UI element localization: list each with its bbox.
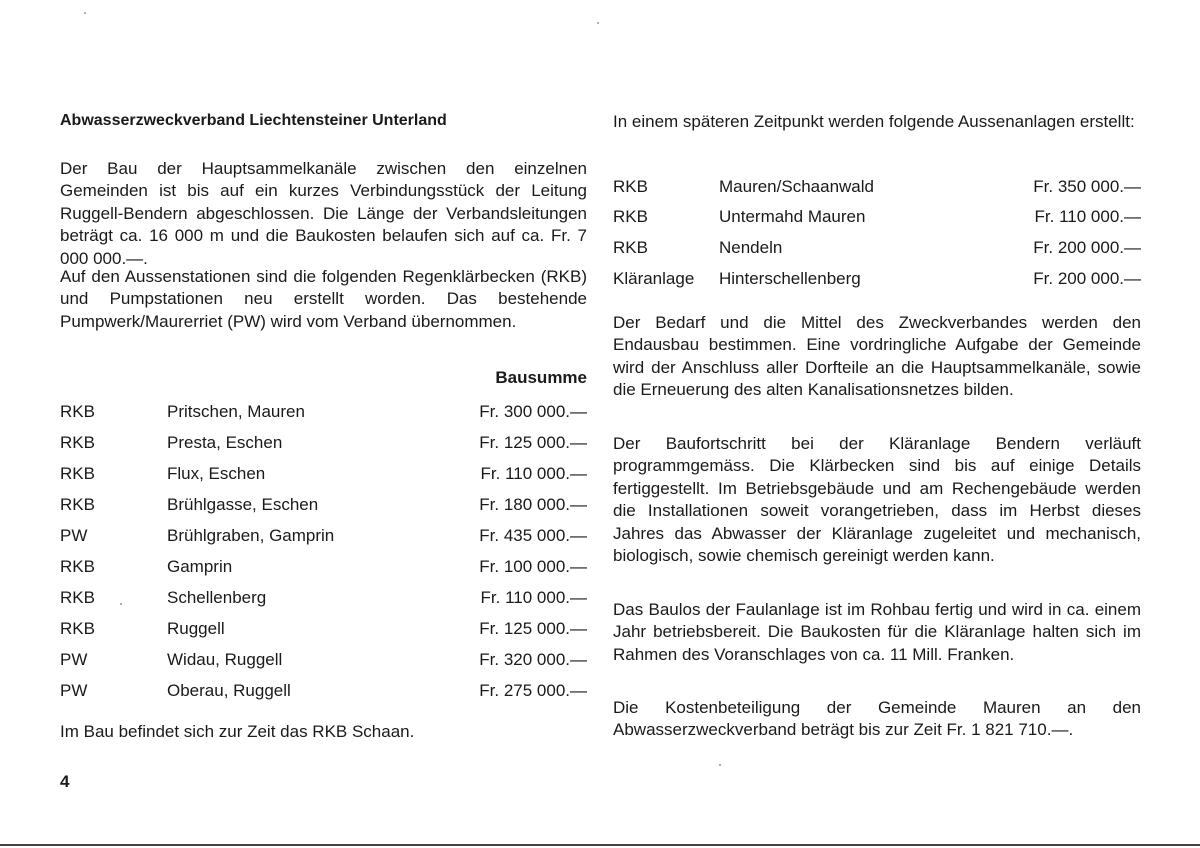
station-type: PW [60,526,88,545]
station-amount: Fr. 200 000.— [1033,238,1141,257]
station-amount: Fr. 300 000.— [479,402,587,421]
station-location: Pritschen, Mauren [167,402,305,421]
station-amount: Fr. 200 000.— [1033,269,1141,288]
table-row [60,493,587,517]
table-row [613,205,1141,229]
station-amount: Fr. 110 000.— [1034,207,1141,226]
station-type: PW [60,650,88,669]
station-location: Nendeln [719,238,783,257]
station-location: Gamprin [167,557,233,576]
table-row [60,648,587,672]
scan-speck [719,764,721,766]
progress-paragraph: Der Baufortschritt bei der Kläranlage Bendern verläuft programmgemäss. Die Klärbecken sind bis auf einige Details fertiggestellt. Im Betriebsgebäude und am Rechengebäude werden die Installationen soweit vorangetrieben, dass im Herbst dieses Jahres das Abwasser der Kläranlage zugeleitet und mechanisch, biologisch, sowie chemisch gereinigt werden kann. [613,434,1141,566]
station-location: Oberau, Ruggell [167,681,291,700]
station-type: RKB [60,464,95,483]
station-location: Widau, Ruggell [167,650,283,669]
station-type: RKB [60,402,95,421]
construction-paragraph: Der Bau der Hauptsammelkanäle zwischen den einzelnen Gemeinden ist bis auf ein kurzes Verbindungsstück der Leitung Ruggell-Bendern abgeschlossen. Die Länge der Verbandsleitungen beträgt ca. 16 000 m und die Baukosten belaufen sich auf ca. Fr. 7 000 000.—. [60,159,587,268]
station-type: RKB [60,495,95,514]
scan-speck [597,22,599,24]
station-type: RKB [60,557,95,576]
table-row [60,586,587,610]
station-location: Mauren/Schaanwald [719,177,874,196]
station-location: Brühlgraben, Gamprin [167,526,335,545]
station-amount: Fr. 180 000.— [479,495,587,514]
station-amount: Fr. 435 000.— [479,526,587,545]
station-amount: Fr. 125 000.— [479,619,587,638]
table-row [60,679,587,703]
table-row [613,175,1141,199]
station-type: RKB [60,588,95,607]
table-row [613,236,1141,260]
station-location: Flux, Eschen [167,464,266,483]
station-amount: Fr. 125 000.— [479,433,587,452]
station-location: Hinterschellenberg [719,269,861,288]
station-location: Ruggell [167,619,225,638]
requirements-paragraph: Der Bedarf und die Mittel des Zweckverbandes werden den Endausbau bestimmen. Eine vordringliche Aufgabe der Gemeinde wird der Anschluss aller Dorfteile an die Hauptsammelkanäle, sowie die Erneuerung des alten Kanalisationsnetzes bilden. [613,313,1141,400]
table-row [60,617,587,641]
station-type: RKB [613,207,648,226]
station-type: RKB [60,433,95,452]
station-amount: Fr. 110 000.— [480,464,587,483]
scan-edge-line [0,844,1200,846]
table-row [60,555,587,579]
table-row [60,400,587,424]
amount-column-header: Bausumme [495,368,587,387]
station-amount: Fr. 350 000.— [1033,177,1141,196]
station-location: Brühlgasse, Eschen [167,495,319,514]
digester-paragraph: Das Baulos der Faulanlage ist im Rohbau fertig und wird in ca. einem Jahr betriebsbereit. Die Baukosten für die Kläranlage halten sich im Rahmen des Voranschlages von ca. 11 Mill. Franken. [613,600,1141,664]
table-row [613,267,1141,291]
station-amount: Fr. 275 000.— [479,681,587,700]
station-amount: Fr. 100 000.— [479,557,587,576]
planned-intro-paragraph: In einem späteren Zeitpunkt werden folgende Aussenanlagen erstellt: [613,112,1135,131]
cost-share-paragraph: Die Kostenbeteiligung der Gemeinde Mauren an den Abwasserzweckverband beträgt bis zur Zeit Fr. 1 821 710.—. [613,698,1141,740]
page-number: 4 [60,772,70,791]
section-heading: Abwasserzweckverband Liechtensteiner Unterland [60,112,447,129]
table-row [60,431,587,455]
table-row [60,524,587,548]
station-amount: Fr. 320 000.— [479,650,587,669]
station-location: Schellenberg [167,588,267,607]
station-location: Untermahd Mauren [719,207,866,226]
station-type: RKB [613,177,648,196]
station-location: Presta, Eschen [167,433,283,452]
construction-note: Im Bau befindet sich zur Zeit das RKB Schaan. [60,722,415,741]
station-type: Kläranlage [613,269,695,288]
table-row [60,462,587,486]
stations-intro-paragraph: Auf den Aussenstationen sind die folgenden Regenklärbecken (RKB) und Pumpstationen neu erstellt worden. Das bestehende Pumpwerk/Maurerriet (PW) wird vom Verband übernommen. [60,267,587,331]
station-type: RKB [60,619,95,638]
station-type: PW [60,681,88,700]
station-type: RKB [613,238,648,257]
station-amount: Fr. 110 000.— [480,588,587,607]
scan-speck [84,12,86,14]
